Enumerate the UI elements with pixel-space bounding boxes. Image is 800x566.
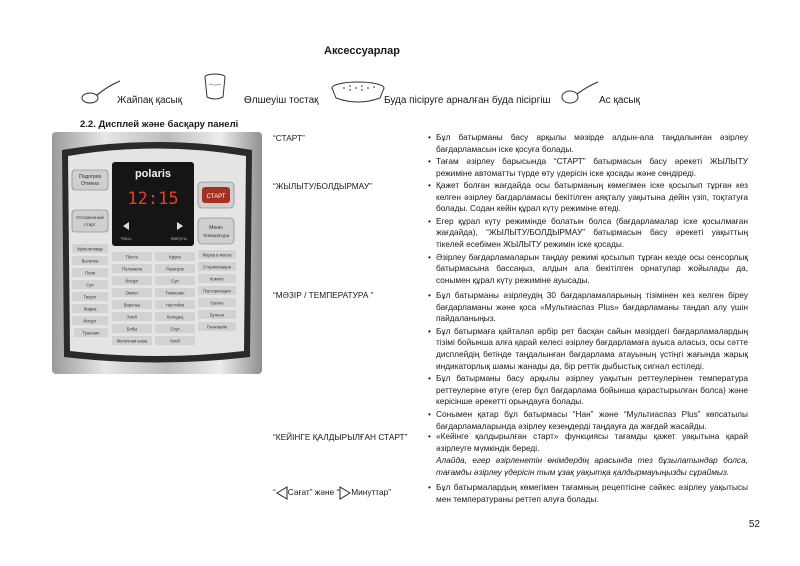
svg-text:Хлеб: Хлеб [170,338,180,344]
svg-text:Гречка: Гречка [210,300,224,306]
svg-text:Хлеб: Хлеб [127,314,137,320]
svg-text:Жарка в масле: Жарка в масле [202,252,232,258]
label-start: “СТАРТ” [273,133,305,143]
accessory-label-soup-spoon: Ас қасық [599,95,640,106]
bullet: • «Кейінге қалдырылған старт» функциясы тағамды қажет уақытына қарай әзірлеуге мүмкіндік береді. [428,431,748,454]
svg-text:Стерилизация: Стерилизация [203,264,231,270]
svg-text:Бобы: Бобы [126,326,138,332]
svg-text:Молочная каша: Молочная каша [116,338,148,344]
bullet: • Егер құрал күту режимінде болатын болса (бағдарламалар іске қосылмаған жағдайда), “ЖЫЛЫТУ/БОЛДЫРМАУ” батырмасын басу әрекеті уақыттың тікелей есебімен ЖЫЛЫТУ режимін іске қосады. [428,216,748,251]
desc-start [428,132,748,180]
svg-text:12:15: 12:15 [127,189,179,209]
svg-text:Температура: Температура [202,233,230,238]
svg-text:Тушение: Тушение [82,330,100,336]
desc-hours-minutes [428,482,748,506]
svg-text:Жарка: Жарка [83,306,97,312]
section-title: 2.2. Дисплей және басқару панелі [80,119,239,130]
desc-keep-warm [428,180,748,287]
svg-text:Меню: Меню [209,225,223,231]
svg-text:старт: старт [84,222,96,227]
svg-text:Паста: Паста [126,254,138,260]
svg-text:Разогрев: Разогрев [166,266,184,272]
svg-text:Минуты: Минуты [170,236,188,241]
steamer-basket-icon [330,80,386,106]
svg-text:Бульон: Бульон [210,312,224,318]
triangle-left-icon [276,486,288,500]
svg-text:Холодец: Холодец [166,314,184,320]
accessories-title: Аксессуарлар [324,45,400,57]
svg-text:Отложенный: Отложенный [76,215,104,220]
delayed-start-note: Алайда, егер әзірленетін өнімдердің арасында тез бұзылатындар болса, тағамды әзірлеу үдерісін тым ұзақ уақытқа қалдырмауыңызды сұраймыз. [436,455,748,477]
svg-text:СТАРТ: СТАРТ [206,194,226,200]
svg-text:Выпечка: Выпечка [81,258,99,264]
svg-text:Плов: Плов [84,270,96,276]
svg-text:Творог: Творог [83,294,97,300]
svg-text:Часы: Часы [120,236,132,241]
svg-text:Компот: Компот [209,276,225,282]
label-keep-warm-cancel: “ЖЫЛЫТУ/БОЛДЫРМАУ” [273,181,372,191]
flat-spoon-icon [80,78,122,108]
accessory-label-measuring-cup: Өлшеуіш тостақ [244,95,319,106]
triangle-right-icon [339,486,351,500]
svg-text:Суп: Суп [86,282,94,288]
soup-spoon-icon [560,80,600,106]
accessory-label-steamer: Буда пісіруге арналған буда пісіргіш [384,95,551,106]
bullet: • Бұл батырманы басу арқылы әзірлеу уақытын реттеулерінен температура реттеулеріне өтуге (егер бұл бағдарлама бойынша қарастырылған болса) және керісінше әрекетті орындауға болады. [428,373,748,408]
label-menu-temperature: “МӘЗІР / ТЕМПЕРАТУРА ” [273,290,374,300]
svg-text:Йогурт: Йогурт [83,318,97,324]
label-hours-minutes-part-3: Минуттар” [351,487,392,498]
bullet: • Бұл батырмаға қайталап әрбір рет басқан сайын мәзірдегі бағдарламалардың тізімі бойынша алға қарай келесі әзірлеу бағдарламаға ауыса аласыз, осы сәтте дисплейдің бетінде таңдалынған бағдарлама атауының үстіңгі жағында жарық индикаторлық шамы жанады да, бір реттік дыбыстық сигнал естіледі. [428,326,748,372]
bullet: • Сонымен қатар бұл батырмасы “Нан” және “Мультиаспаз Plus” көпсатылы бағдарламаларында әзірлеу кезеңдерді таңдауға да жағдай жасайды. [428,409,748,432]
bullet: • Қажет болған жағдайда осы батырманың көмегімен іске қосылып тұрған кез келген әзірлеу бағдарламасы бекітілген аяқталу уақытына дейін үзіп, тоқтатуға болады. Содан кейін құрал күту режиміне өтеді. [428,180,748,215]
label-hours-minutes-part-2: Сағат” және “ [287,487,340,498]
label-delayed-start: “КЕЙІНГЕ ҚАЛДЫРЫЛҒАН СТАРТ” [273,432,408,442]
svg-text:Соус: Соус [170,326,180,332]
desc-delayed-start [428,431,748,478]
bullet: • Бұл батырманы басу арқылы мәзірде алдын-ала таңдалынған әзірлеу бағдарламасын іске қосуға болады. [428,132,748,155]
svg-text:Суп: Суп [171,278,179,284]
svg-text:Омлет: Омлет [125,290,139,296]
svg-text:Отмена: Отмена [81,181,99,187]
bullet: • Бұл батырманы әзірлеудің 30 бағдарламаларының тізімінен кез келген біреу бағдарламаны және қоса «Мультиаспаз Plus» бағдарламаны таңдап алу үшін пайдаланыңыз. [428,290,748,325]
svg-text:Глинтвейн: Глинтвейн [206,324,228,330]
label-hours-minutes [273,486,391,500]
svg-text:Мультиповар: Мультиповар [77,246,103,252]
label-hours-minutes-part-1: “ [273,487,276,498]
bullet: • Бұл батырмалардың көмегімен тағамның рецептісіне сәйкес әзірлеу уақытысы мен температураны реттеп алуға болады. [428,482,748,505]
bullet: • Тағам әзірлеу барысында “СТАРТ” батырмасын басу әрекеті ЖЫЛЫТУ режиміне автоматты түрде өту үдерісін іске қосады және сөндіреді. [428,156,748,179]
accessory-label-flat-spoon: Жайпақ қасық [117,95,183,106]
control-panel-drawing [52,132,262,374]
svg-text:polaris: polaris [134,168,172,180]
svg-text:Варенье: Варенье [123,302,141,308]
svg-text:Настойка: Настойка [165,302,185,308]
page-number: 52 [748,519,760,530]
svg-text:Пельмени: Пельмени [122,266,142,272]
desc-menu [428,290,748,433]
svg-text:Йогурт: Йогурт [125,278,139,284]
svg-text:Крупа: Крупа [169,254,181,260]
svg-text:Томление: Томление [165,290,185,296]
bullet: • Әзірлеу бағдарламаларын таңдау режимі қосылып тұрған кезде осы сенсорлық батырмасына бассаңыз, алдын ала бекітілген орнатулар жойылады да, сонымен құрал күту режиміне ауысады. [428,252,748,287]
svg-text:Подогрев: Подогрев [78,174,102,180]
measuring-cup-icon [202,72,228,102]
svg-text:Пастеризация: Пастеризация [203,288,231,294]
control-panel-image [52,132,262,374]
